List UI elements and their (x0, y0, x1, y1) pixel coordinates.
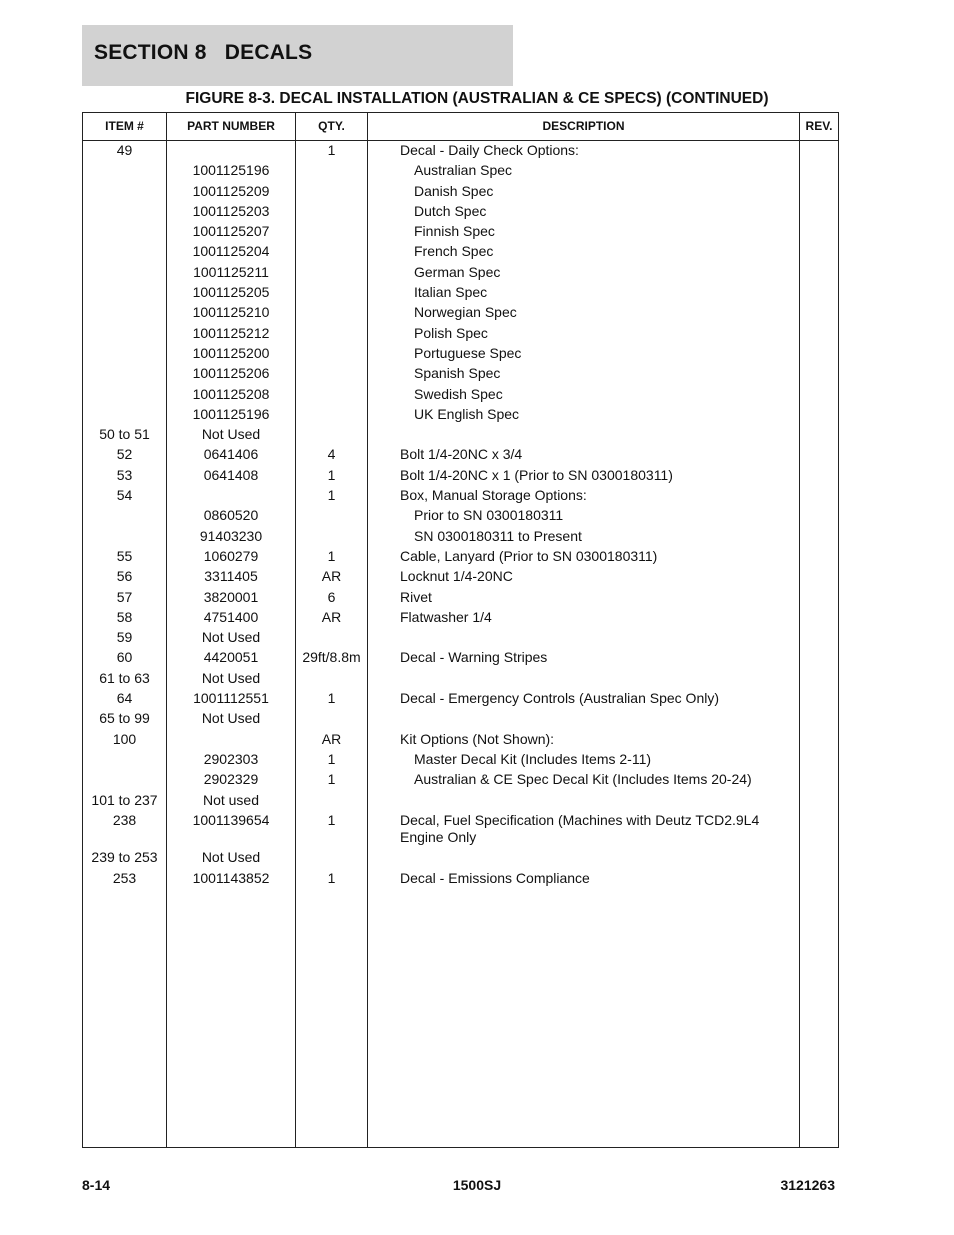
description-cell: Rivet (400, 588, 432, 605)
description-cell: Bolt 1/4-20NC x 1 (Prior to SN 0300180311) (400, 466, 673, 483)
description-cell: German Spec (414, 263, 501, 280)
item-cell: 57 (116, 588, 133, 605)
description-cell (400, 791, 800, 792)
qty-cell (296, 506, 367, 507)
table-row (83, 791, 838, 811)
table-row (83, 547, 838, 567)
table-row (83, 425, 838, 445)
description-cell (400, 425, 800, 426)
item-cell (83, 364, 166, 365)
item-cell: 100 (112, 730, 137, 747)
description-cell: SN 0300180311 to Present (414, 527, 582, 544)
description-cell: Cable, Lanyard (Prior to SN 0300180311) (400, 547, 658, 564)
qty-cell (296, 161, 367, 162)
item-cell: 59 (116, 629, 133, 646)
part-number-cell: Not Used (201, 629, 261, 646)
qty-cell (296, 222, 367, 223)
qty-cell (296, 242, 367, 243)
item-cell: 239 to 253 (91, 849, 158, 866)
description-cell (400, 709, 800, 710)
part-number-cell: Not Used (201, 849, 261, 866)
table-row (83, 324, 838, 344)
item-cell (83, 263, 166, 264)
part-number-cell: Not used (202, 791, 260, 808)
item-cell (83, 527, 166, 528)
model-number: 1500SJ (452, 1177, 502, 1193)
qty-cell (296, 405, 367, 406)
table-row (83, 364, 838, 384)
description-cell: French Spec (414, 243, 494, 260)
part-number-cell: 2902329 (203, 771, 259, 788)
qty-cell (296, 628, 367, 629)
qty-cell (296, 709, 367, 710)
description-cell: Locknut 1/4-20NC (400, 568, 513, 585)
item-cell: 53 (116, 466, 133, 483)
description-cell: Australian Spec (414, 162, 513, 179)
qty-cell (296, 848, 367, 849)
part-number-cell: 1001125205 (192, 284, 270, 301)
qty-cell: 1 (327, 750, 336, 767)
item-cell (83, 770, 166, 771)
qty-cell (296, 364, 367, 365)
part-number-cell: Not Used (201, 426, 261, 443)
description-cell: Dutch Spec (414, 202, 487, 219)
item-cell: 49 (116, 142, 133, 158)
item-cell (83, 182, 166, 183)
qty-cell: AR (321, 730, 342, 747)
qty-cell: AR (321, 608, 342, 625)
item-cell: 54 (116, 487, 133, 504)
item-cell: 253 (112, 869, 137, 886)
item-cell (83, 344, 166, 345)
description-cell: Bolt 1/4-20NC x 3/4 (400, 446, 523, 463)
table-row (83, 648, 838, 668)
description-cell: Prior to SN 0300180311 (414, 507, 564, 524)
qty-cell (296, 202, 367, 203)
qty-cell (296, 344, 367, 345)
table-row (83, 303, 838, 323)
qty-cell: AR (321, 568, 342, 585)
item-cell: 60 (116, 649, 133, 666)
parts-table (82, 112, 839, 1148)
item-cell (83, 283, 166, 284)
part-number-cell: 1001125206 (192, 365, 270, 382)
item-cell (83, 161, 166, 162)
part-number-cell: 1001125210 (192, 304, 270, 321)
part-number-cell: 1060279 (203, 547, 259, 564)
description-cell: Decal - Emergency Controls (Australian Spec Only) (400, 690, 720, 707)
table-row (83, 222, 838, 242)
table-row (83, 628, 838, 648)
qty-cell (296, 324, 367, 325)
column-header-part-number: PART NUMBER (187, 119, 275, 133)
description-cell: Australian & CE Spec Decal Kit (Includes Items 20-24) (414, 771, 752, 788)
section-title: SECTION 8 DECALS (94, 41, 313, 64)
table-row (83, 608, 838, 628)
qty-cell (296, 182, 367, 183)
table-row (83, 405, 838, 425)
item-cell (83, 202, 166, 203)
qty-cell: 1 (327, 771, 336, 788)
qty-cell (296, 263, 367, 264)
item-cell: 52 (116, 446, 133, 463)
qty-cell: 4 (327, 446, 336, 463)
description-cell: Box, Manual Storage Options: (400, 487, 587, 504)
table-row (83, 202, 838, 222)
item-cell (83, 303, 166, 304)
item-cell (83, 405, 166, 406)
description-cell: Master Decal Kit (Includes Items 2-11) (414, 750, 652, 767)
qty-cell (296, 283, 367, 284)
item-cell: 56 (116, 568, 133, 585)
part-number-cell: Not Used (201, 710, 261, 727)
description-cell: Italian Spec (414, 284, 488, 301)
part-number-cell: 0860520 (203, 507, 259, 524)
column-header-qty: QTY. (318, 119, 345, 133)
description-cell: Swedish Spec (414, 385, 503, 402)
part-number-cell: 1001125200 (192, 344, 270, 361)
table-row (83, 750, 838, 770)
part-number-cell: 1001125204 (192, 243, 270, 260)
table-row (83, 385, 838, 405)
part-number-cell: Not Used (201, 669, 261, 686)
part-number-cell: 1001125196 (192, 162, 270, 179)
qty-cell (296, 669, 367, 670)
part-number-cell: 1001112551 (193, 690, 269, 707)
item-cell: 65 to 99 (99, 710, 150, 727)
part-number-cell: 2902303 (203, 750, 259, 767)
table-row (83, 709, 838, 729)
section-header-bar (82, 25, 513, 86)
qty-cell: 1 (327, 869, 336, 886)
item-cell: 61 to 63 (99, 669, 150, 686)
page-number: 8-14 (82, 1177, 111, 1193)
item-cell: 64 (116, 690, 133, 707)
description-cell (400, 669, 800, 670)
qty-cell (296, 303, 367, 304)
item-cell (83, 222, 166, 223)
table-row (83, 689, 838, 709)
part-number-cell: 1001125212 (192, 324, 270, 341)
qty-cell (296, 385, 367, 386)
part-number-cell: 3820001 (203, 588, 259, 605)
table-row (83, 730, 838, 750)
part-number-cell: 3311405 (204, 568, 258, 585)
item-cell (83, 324, 166, 325)
part-number-cell (167, 730, 295, 731)
table-row (83, 283, 838, 303)
item-cell: 55 (116, 547, 133, 564)
item-cell: 101 to 237 (91, 791, 158, 808)
description-cell (400, 848, 800, 849)
description-cell: Spanish Spec (414, 365, 501, 382)
item-cell: 50 to 51 (99, 426, 150, 443)
item-cell (83, 750, 166, 751)
table-row (83, 161, 838, 181)
description-cell: UK English Spec (414, 405, 520, 422)
item-cell (83, 506, 166, 507)
description-cell: Portuguese Spec (414, 344, 522, 361)
table-row (83, 588, 838, 608)
qty-cell: 1 (327, 690, 336, 707)
table-row (83, 848, 838, 868)
part-number-cell: 1001125196 (192, 405, 270, 422)
qty-cell: 6 (327, 588, 336, 605)
description-cell: Decal, Fuel Specification (Machines with Deutz TCD2.9L4 Engine Only (400, 811, 760, 845)
part-number-cell: 1001125208 (192, 385, 270, 402)
description-cell: Decal - Daily Check Options: (400, 142, 579, 158)
part-number-cell: 1001143852 (192, 869, 270, 886)
table-row (83, 486, 838, 506)
column-header-description: DESCRIPTION (542, 119, 625, 133)
description-cell: Kit Options (Not Shown): (400, 730, 555, 747)
table-row (83, 770, 838, 790)
table-row (83, 263, 838, 283)
description-cell: Flatwasher 1/4 (400, 608, 492, 625)
table-row (83, 466, 838, 486)
qty-cell (296, 425, 367, 426)
document-number: 3121263 (780, 1177, 835, 1193)
qty-cell: 1 (327, 466, 336, 483)
part-number-cell: 1001125211 (193, 263, 269, 280)
table-row (83, 567, 838, 587)
part-number-cell: 1001125207 (192, 223, 270, 240)
part-number-cell: 91403230 (199, 527, 263, 544)
qty-cell (296, 791, 367, 792)
description-cell: Polish Spec (414, 324, 488, 341)
item-cell (83, 242, 166, 243)
table-row (83, 242, 838, 262)
item-cell (83, 385, 166, 386)
table-row (83, 527, 838, 547)
column-header-item: ITEM # (105, 119, 144, 133)
qty-cell: 1 (327, 811, 336, 828)
table-row (83, 344, 838, 364)
description-cell: Norwegian Spec (414, 304, 517, 321)
part-number-cell: 4420051 (203, 649, 259, 666)
part-number-cell: 1001125203 (192, 202, 270, 219)
part-number-cell: 1001125209 (192, 182, 270, 199)
description-cell: Danish Spec (414, 182, 494, 199)
part-number-cell: 0641406 (203, 446, 259, 463)
table-row (83, 182, 838, 202)
column-header-rev: REV. (805, 119, 833, 133)
table-row (83, 506, 838, 526)
part-number-cell (167, 486, 295, 487)
part-number-cell: 1001139654 (192, 811, 270, 828)
description-cell: Finnish Spec (414, 223, 495, 240)
description-cell: Decal - Warning Stripes (400, 649, 548, 666)
qty-cell: 29ft/8.8m (302, 649, 361, 666)
table-row (83, 869, 838, 889)
table-body (83, 141, 838, 889)
item-cell: 238 (112, 811, 137, 828)
figure-title: FIGURE 8-3. DECAL INSTALLATION (AUSTRALIAN & CE SPECS) (CONTINUED) (185, 90, 769, 107)
table-row (83, 811, 838, 849)
description-cell: Decal - Emissions Compliance (400, 869, 590, 886)
qty-cell: 1 (327, 547, 336, 564)
qty-cell: 1 (327, 487, 336, 504)
qty-cell (296, 527, 367, 528)
part-number-cell (167, 141, 295, 142)
table-row (83, 141, 838, 161)
item-cell: 58 (116, 608, 133, 625)
qty-cell: 1 (327, 142, 336, 158)
part-number-cell: 4751400 (203, 608, 259, 625)
table-row (83, 445, 838, 465)
description-cell (400, 628, 800, 629)
table-row (83, 669, 838, 689)
part-number-cell: 0641408 (203, 466, 259, 483)
